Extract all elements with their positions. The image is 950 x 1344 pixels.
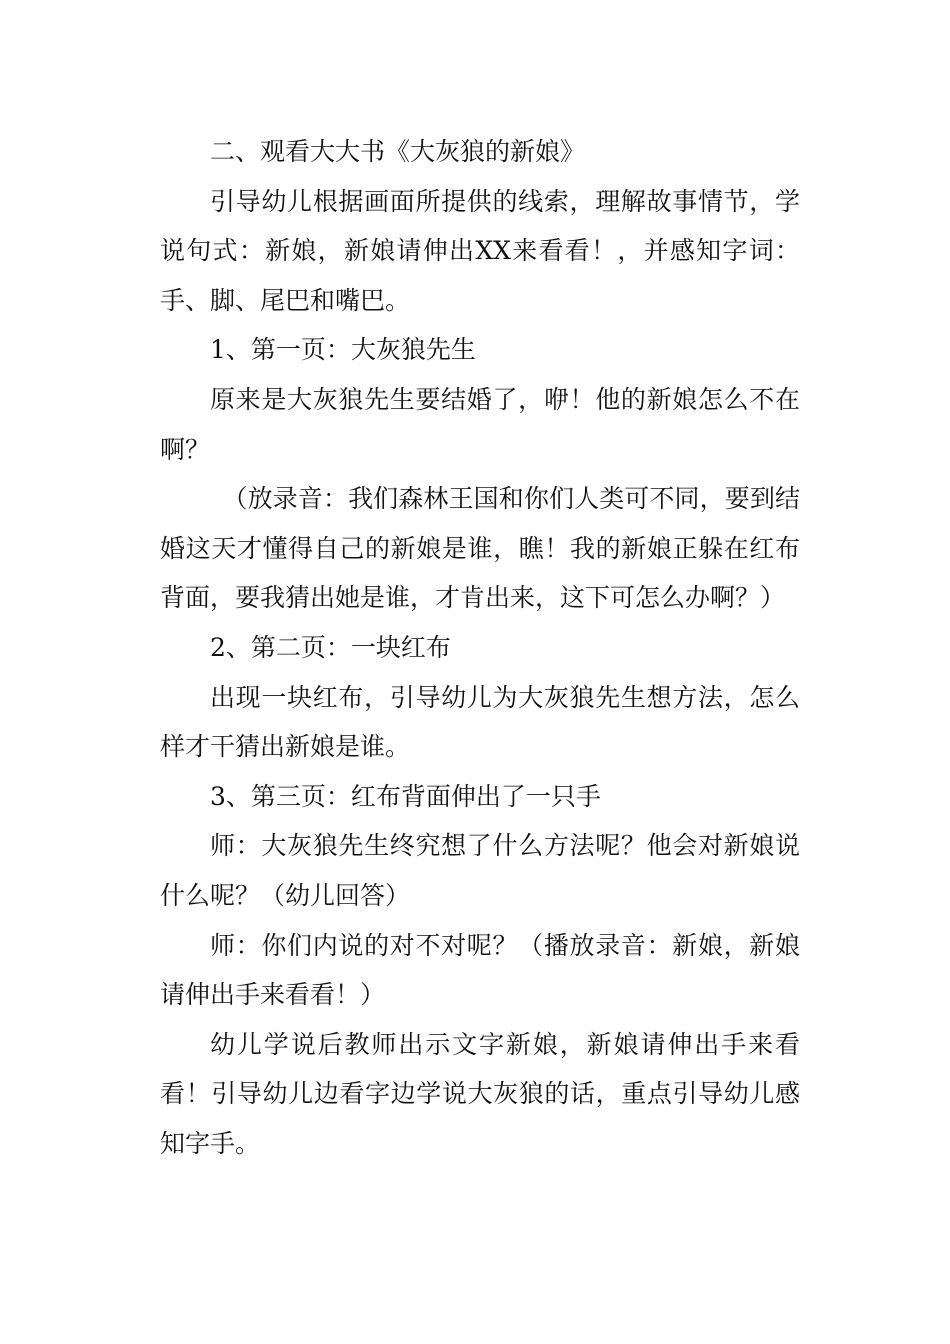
page-heading-2: 2、第二页：一块红布 [210, 632, 451, 662]
paragraph: 师：大灰狼先生终究想了什么方法呢？他会对新娘说什么呢？（幼儿回答） [160, 831, 800, 910]
paragraph: 师：你们内说的对不对呢？（播放录音：新娘，新娘请伸出手来看看！） [160, 930, 800, 1010]
paragraph: 出现一块红布，引导幼儿为大灰狼先生想方法，怎么样才干猜出新娘是谁。 [160, 682, 800, 762]
paragraph: （放录音：我们森林王国和你们人类可不同，要到结婚这天才懂得自己的新娘是谁，瞧！我的新娘正躲在红布背面，要我猜出她是谁，才肯出来，这下可怎么办啊？） [160, 484, 800, 613]
section-heading: 二、观看大大书《大灰狼的新娘》 [210, 137, 586, 166]
page-heading-1: 1、第一页：大灰狼先生 [210, 335, 476, 365]
paragraph: 原来是大灰狼先生要结婚了，咿！他的新娘怎么不在啊？ [160, 384, 800, 464]
paragraph: 引导幼儿根据画面所提供的线索，理解故事情节，学说句式：新娘，新娘请伸出XX来看看！，并感知字词：手、脚、尾巴和嘴巴。 [160, 186, 800, 315]
document-body [160, 127, 800, 1168]
paragraph: 幼儿学说后教师出示文字新娘，新娘请伸出手来看看！引导幼儿边看字边学说大灰狼的话，重点引导幼儿感知字手。 [160, 1029, 800, 1158]
page-heading-3: 3、第三页：红布背面伸出了一只手 [210, 781, 601, 811]
